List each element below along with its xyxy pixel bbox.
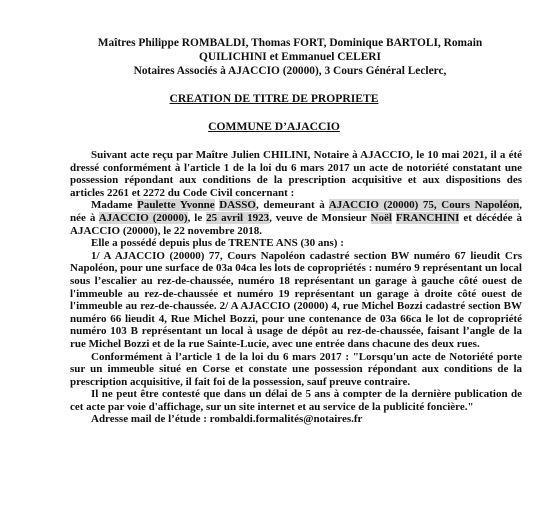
text-run: , née à <box>70 199 522 224</box>
paragraph-owner <box>70 199 522 237</box>
notice-body <box>70 149 522 426</box>
paragraph-possession-duration: Elle a possédé depuis plus de TRENTE ANS (30 ans) : <box>91 237 344 250</box>
paragraph-contest-delay: Il ne peut être contesté que dans un délai de 5 ans à compter de la dernière publication de cet acte par voie d'affichage, sur un site internet et au service de la publicité foncière." <box>70 388 522 413</box>
text-run: , le <box>187 211 207 224</box>
owner-firstname: Paulette Yvonne <box>137 199 215 212</box>
spouse-firstname: Noël <box>370 211 392 224</box>
paragraph-law-article: Conformément à l’article 1 de la loi du 6 mars 2017 : "Lorsqu'un acte de Notoriété porte sur un immeuble situé en Corse et constate une possession répondant aux conditions de la prescription acquisitive, il fait foi de la possession, sauf preuve contraire. <box>70 350 522 388</box>
owner-birthdate: 25 avril 1923 <box>206 211 270 224</box>
text-run: Madame <box>91 199 138 212</box>
owner-birthplace: AJACCIO (20000) <box>98 211 188 224</box>
notaries-names-line-2: QUILICHINI et Emmanuel CELERI <box>199 51 381 63</box>
text-run: , demeurant à <box>255 199 329 212</box>
notice-title: CREATION DE TITRE DE PROPRIETE <box>169 92 379 105</box>
notaries-office-address: Notaires Associés à AJACCIO (20000), 3 Cours Général Leclerc, <box>133 65 447 77</box>
owner-address: AJACCIO (20000) 75, Cours Napoléon <box>328 199 520 212</box>
paragraph-deed-intro: Suivant acte reçu par Maître Julien CHILINI, Notaire à AJACCIO, le 10 mai 2021, il a été dressé conformément à l'article 1 de la loi du 6 mars 2017 un acte de notoriété constatant une possession répondant aux conditions de la prescription acquisitive et aux dispositions des articles 2261 et 2272 du Code Civil concernant : <box>70 149 522 199</box>
spouse-lastname: FRANCHINI <box>395 211 460 224</box>
paragraph-properties: 1/ A AJACCIO (20000) 77, Cours Napoléon cadastré section BW numéro 67 lieudit Crs Napoléon, pour une surface de 03a 04ca les lots de copropriétés : numéro 9 représentant un local sous l’escalier au rez-de-chaussée, numéro 18 représentant un garage à gauche côté ouest de l'immeuble au rez-de-chaussée et numéro 19 représentant un garage à droite côté ouest de l'immeuble au rez-de-chaussée. 2/ A AJACCIO (20000) 4, rue Michel Bozzi cadastré section BW numéro 66 lieudit 4, Rue Michel Bozzi, pour une contenance de 03a 66ca le lot de copropriété numéro 103 B représentant un local à usage de dépôt au rez-de-chaussée, faisant l’angle de la rue Michel Bozzi et de la rue Sainte-Lucie, avec une entrée dans chacune des deux rues. <box>70 249 522 350</box>
commune-title: COMMUNE D’AJACCIO <box>208 120 340 133</box>
text-run: , veuve de Monsieur <box>269 211 371 224</box>
text-run: et décédée à AJACCIO (20000), le 22 novembre 2018. <box>70 211 522 237</box>
notaries-names-line: Maîtres Philippe ROMBALDI, Thomas FORT, Dominique BARTOLI, Romain <box>97 37 483 49</box>
paragraph-contact-email: Adresse mail de l’étude : rombaldi.formalités@notaires.fr <box>91 413 363 426</box>
owner-lastname: DASSO <box>219 199 256 212</box>
